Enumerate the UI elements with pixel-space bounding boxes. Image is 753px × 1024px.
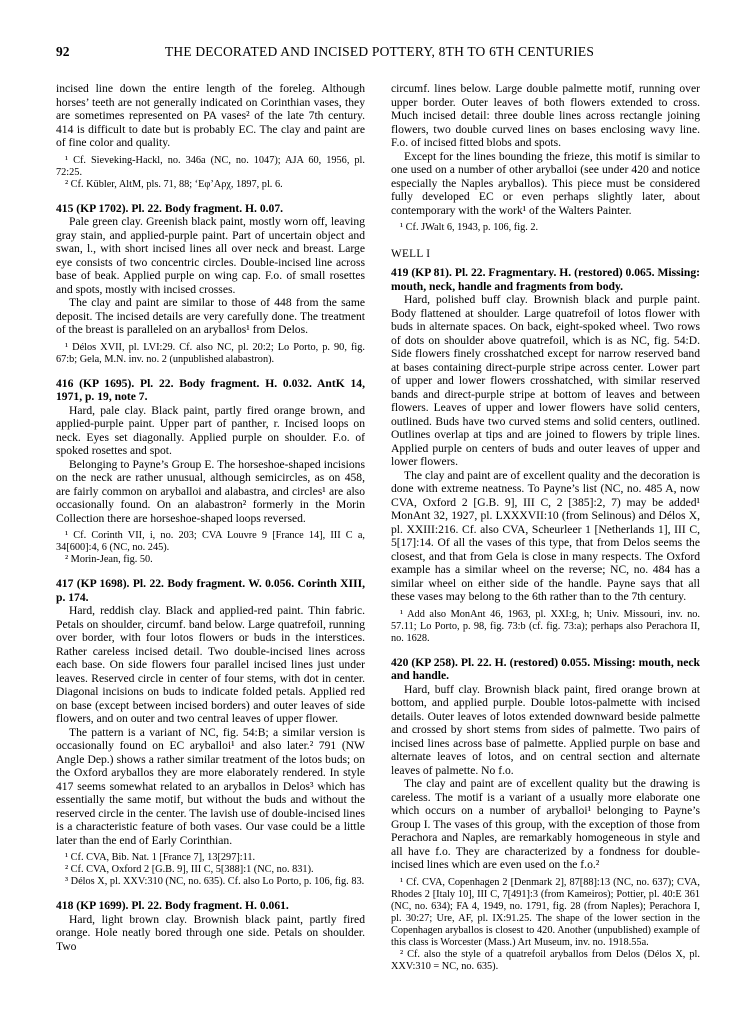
- footnote: ² Cf. Kübler, AltM, pls. 71, 88; ‘Εφ’Αρχ, 1897, pl. 6.: [65, 178, 283, 190]
- footnote: ¹ Cf. CVA, Copenhagen 2 [Denmark 2], 87[88]:13 (NC, no. 637); CVA, Rhodes 2 [Italy 10], III C, 7[491]:3 (from Kameiros); Pottier, pl. 40:E 361 (NC, no. 634); FA 4, 1949, no. 1791, fig. 28 (from Naples); Perachora I, pl. 30:27; Ure, AF, pl. IX:91.25. The shape of the lower section in the Copenhagen aryballos is closest to 420. Another (unpublished) example of this class is Worcester (Mass.) Art Museum, inv. no. 1918.55a.: [391, 876, 700, 948]
- catalog-entry-416: [56, 377, 365, 567]
- entry-heading: 419 (KP 81). Pl. 22. Fragmentary. H. (restored) 0.065. Missing: mouth, neck, handle and fragments from body.: [391, 266, 700, 293]
- page-header: [56, 44, 697, 60]
- footnote-group: [56, 530, 365, 566]
- catalog-entry-420: [391, 656, 700, 973]
- footnote-group: [391, 609, 700, 645]
- paragraph-continuation: incised line down the entire length of the foreleg. Although horses’ teeth are not generally indicated on Corinthian vases, they are sometimes represented on PA vases² of the late 7th century. 414 is difficult to date but is probably EC. The clay and paint are of fine color and quality.: [56, 82, 365, 149]
- footnote-group: [391, 222, 700, 234]
- footnote-group: [56, 155, 365, 191]
- entry-paragraph: Belonging to Payne’s Group E. The horseshoe-shaped incisions on the neck are rather unusual, although semicircles, as on 458, are fairly common on aryballoi and alabastra, and circles¹ are also occasionally found. On an alabastron² formerly in the Morin Collection there are horseshoe-shaped loops reversed.: [56, 457, 365, 525]
- entry-paragraph: Hard, pale clay. Black paint, partly fired orange brown, and applied-purple paint. Upper part of panther, r. Incised loops on neck. Eyes set diagonally. Applied purple on shoulder. F.o. of spoked rosettes and spot.: [56, 403, 365, 457]
- catalog-entry-417: [56, 577, 365, 888]
- right-column: [391, 82, 700, 973]
- footnote: ² Cf. also the style of a quatrefoil aryballos from Delos (Délos X, pl. XXV:310 = NC, no. 635).: [391, 948, 700, 972]
- text-columns: [56, 82, 700, 973]
- entry-paragraph: The clay and paint are of excellent quality and the decoration is done with extreme neatness. To Payne’s list (NC, no. 485 A, now CVA, Oxford 2 [G.B. 9], III C, 2 [385]:2, 7) may be added¹ MonAnt 32, 1927, pl. LXXXVII:10 (from Selinous) and Délos X, pl. XXIII:216. Cf. also CVA, Scheurleer 1 [Netherlands 1], III C, 5[17]:14. Of all the vases of this type, that from Delos seems the closest, and that from Gela is close in many respects. The Oxford example has a similar wheel on the reverse; NC, no. 484 has a similar wheel on either side of the handle. Payne says that all these vases may belong to the 6th rather than to the 7th century.: [391, 468, 700, 603]
- entry-heading: 418 (KP 1699). Pl. 22. Body fragment. H. 0.061.: [56, 899, 289, 912]
- footnote-group: [56, 852, 365, 888]
- section-label-well-i: WELL I: [391, 248, 431, 260]
- footnote: ¹ Cf. JWalt 6, 1943, p. 106, fig. 2.: [400, 222, 539, 233]
- footnote: ¹ Cf. CVA, Bib. Nat. 1 [France 7], 13[297]:11.: [65, 852, 256, 863]
- catalog-entry-415: [56, 202, 365, 366]
- entry-heading: 416 (KP 1695). Pl. 22. Body fragment. H. 0.032. AntK 14, 1971, p. 19, note 7.: [56, 376, 365, 403]
- running-head: THE DECORATED AND INCISED POTTERY, 8TH TO 6TH CENTURIES: [164, 44, 595, 59]
- footnote: ² Cf. CVA, Oxford 2 [G.B. 9], III C, 5[388]:1 (NC, no. 831).: [65, 864, 314, 875]
- entry-paragraph: Pale green clay. Greenish black paint, mostly worn off, leaving gray stain, and applied-purple paint. Part of uncertain object and swan, l., with short incised lines all over neck and breast. Large eye consists of two concentric circles. Double-incised line across base of beak. Applied purple on wing cap. F.o. of small rosettes and spots, mostly with incised crosses.: [56, 215, 365, 296]
- footnote: ³ Délos X, pl. XXV:310 (NC, no. 635). Cf. also Lo Porto, p. 106, fig. 83.: [65, 876, 365, 887]
- entry-paragraph: Except for the lines bounding the frieze, this motif is similar to one used on a number of other aryballoi (see under 420 and notice especially the Naples aryballos). This piece must be considered fully developed EC or even perhaps slightly later, about contemporary with the work¹ of the Walters Painter.: [391, 149, 700, 217]
- entry-paragraph: Hard, buff clay. Brownish black paint, fired orange brown at bottom, and applied purple. Double lotos-palmette with incised details. Outer leaves of lotos extended downward beside palmette and crossed by short stems from sides of palmette. Two pairs of incised lines across base of palmette. Applied purple on base and alternate leaves of lotos, and on central section and alternate leaves of palmette. No f.o.: [391, 682, 700, 777]
- footnote-group: [56, 342, 365, 366]
- footnote: ¹ Cf. Corinth VII, i, no. 203; CVA Louvre 9 [France 14], III C a, 34[600]:4, 6 (NC, no. 245).: [56, 530, 365, 553]
- entry-paragraph: The clay and paint are of excellent quality but the drawing is careless. The motif is a variant of a usually more elaborate one which occurs on a number of aryballoi¹ belonging to Payne’s Group I. The vases of this group, with the exception of those from Perachora and Naples, are remarkably homogeneous in style and all have f.o. They are characterized by a fondness for double-incised lines which are even used on the f.o.²: [391, 777, 700, 871]
- entry-paragraph: Hard, reddish clay. Black and applied-red paint. Thin fabric. Petals on shoulder, circumf. band below. Large quatrefoil, running over border, with four lotos flowers or buds in the interstices. Rather careless incised detail. Two double-incised lines across each base. On side flowers four parallel incised lines just under leaves. Reserved circle in center of four stems, with dot in center. Diagonal incisions on buds to indicate folded petals. Applied red on base (except between incised borders) and outer leaves of side flowers, and on outer and two central leaves of upper flower.: [56, 604, 365, 725]
- footnote-group: [391, 877, 700, 973]
- catalog-entry-418: [56, 899, 365, 953]
- footnote: ¹ Cf. Sieveking-Hackl, no. 346a (NC, no. 1047); AJA 60, 1956, pl. 72:25.: [56, 154, 365, 178]
- footnote: ¹ Délos XVII, pl. LVI:29. Cf. also NC, pl. 20:2; Lo Porto, p. 90, fig. 67:b; Gela, M.N. inv. no. 2 (unpublished alabastron).: [56, 341, 365, 365]
- paragraph-continuation: circumf. lines below. Large double palmette motif, running over upper border. Outer leaves of both flowers extended to cross. Much incised detail: three double lines across rectangle joining flowers, two double curved lines on bases enclosing wavy line. F.o. of incised fitted blobs and spots.: [391, 82, 700, 149]
- entry-paragraph: The clay and paint are similar to those of 448 from the same deposit. The incised details are very carefully done. The treatment of the breast is paralleled on an aryballos¹ from Delos.: [56, 296, 365, 336]
- entry-paragraph: Hard, polished buff clay. Brownish black and purple paint. Body flattened at shoulder. Large quatrefoil of lotos flower with buds in alternate spaces. On back, eight-spoked wheel. Two rows of dots on shoulder above quatrefoil, which is as NC, fig. 54:D. Side flowers finely crosshatched except for narrow reserved band at bases containing direct-purple stripe across center. Lower part of upper and lower flowers crosshatched, with similar reserved bands and direct-purple stripe at bottom of leaves and between flowers. Leaves of upper and lower flowers have solid centers, outlined. Buds have two curved stems and solid centers, outlined. Outlines overlap at tips and are joined to flowers by triple lines. Applied purple on centers of buds and outer leaves of upper and lower flowers.: [391, 293, 700, 468]
- footnote: ² Morin-Jean, fig. 50.: [65, 554, 153, 565]
- entry-paragraph: Hard, light brown clay. Brownish black paint, partly fired orange. Hole neatly bored through one side. Petals on shoulder. Two: [56, 912, 365, 953]
- entry-heading: 417 (KP 1698). Pl. 22. Body fragment. W. 0.056. Corinth XIII, p. 174.: [56, 577, 365, 604]
- entry-heading: 420 (KP 258). Pl. 22. H. (restored) 0.055. Missing: mouth, neck and handle.: [391, 655, 700, 682]
- footnote: ¹ Add also MonAnt 46, 1963, pl. XXI:g, h; Univ. Missouri, inv. no. 57.11; Lo Porto, p. 98, fig. 73:b (cf. fig. 73:a); perhaps also Perachora II, no. 1628.: [391, 608, 700, 644]
- entry-heading: 415 (KP 1702). Pl. 22. Body fragment. H. 0.07.: [56, 201, 284, 215]
- entry-paragraph: The pattern is a variant of NC, fig. 54:B; a similar version is occasionally found on EC aryballoi¹ and also later.² 791 (NW Angle Dep.) shows a rather similar treatment of the lotos buds; on the Oxford aryballos they are more elaborately rendered. In style 417 seems somewhat related to an aryballos in Delos³ which has essentially the same motif, but without the buds and without the reserved circle in the center. The lavish use of double-incised lines is a characteristic feature of both vases. Our vase could be a little later than the end of Early Corinthian.: [56, 725, 365, 847]
- catalog-entry-419: [391, 266, 700, 645]
- page-number: 92: [56, 44, 70, 59]
- left-column: [56, 82, 365, 973]
